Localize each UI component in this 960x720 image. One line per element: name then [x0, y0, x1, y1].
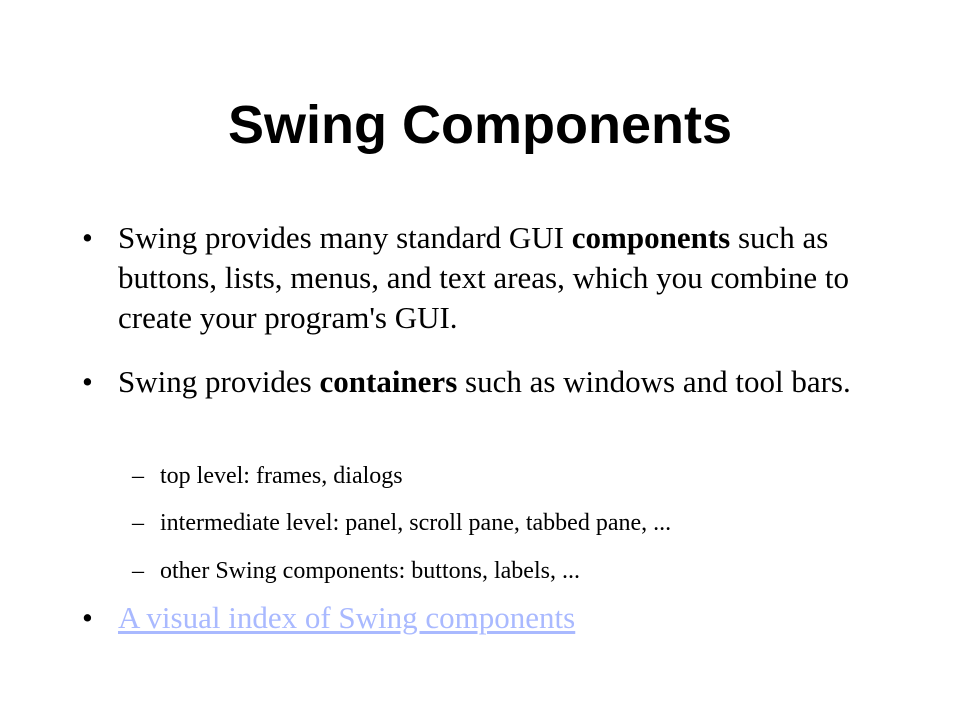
sub-bullet-marker: – [132, 510, 144, 536]
bullet-marker: • [82, 220, 93, 255]
bullet-item-containers [82, 362, 898, 402]
bullet-bold-term: containers [319, 364, 458, 399]
bullet-marker: • [82, 600, 93, 635]
bullet-item-components [82, 218, 898, 338]
sub-bullet-marker: – [132, 558, 144, 584]
visual-index-link[interactable]: A visual index of Swing components [118, 600, 576, 635]
bullet-text: Swing provides [118, 364, 320, 399]
bullet-text: Swing provides many standard GUI [118, 220, 572, 255]
sub-bullet-other-components [132, 556, 920, 586]
sub-bullet-text: top level: frames, dialogs [160, 463, 403, 489]
bullet-item-link [82, 598, 898, 638]
sub-bullet-top-level [132, 461, 920, 491]
bullet-marker: • [82, 364, 93, 399]
sub-bullet-text: other Swing components: buttons, labels, ... [160, 558, 580, 584]
slide-title: Swing Components [228, 95, 732, 155]
sub-bullet-text: intermediate level: panel, scroll pane, tabbed pane, ... [160, 510, 672, 536]
bullet-text: such as windows and tool bars. [457, 364, 851, 399]
sub-bullet-intermediate-level [132, 508, 920, 538]
sub-bullet-marker: – [132, 463, 144, 489]
bullet-bold-term: components [571, 220, 731, 255]
bullet-text: such as buttons, lists, menus, and text areas, which you combine to create your program's GUI. [118, 220, 849, 335]
